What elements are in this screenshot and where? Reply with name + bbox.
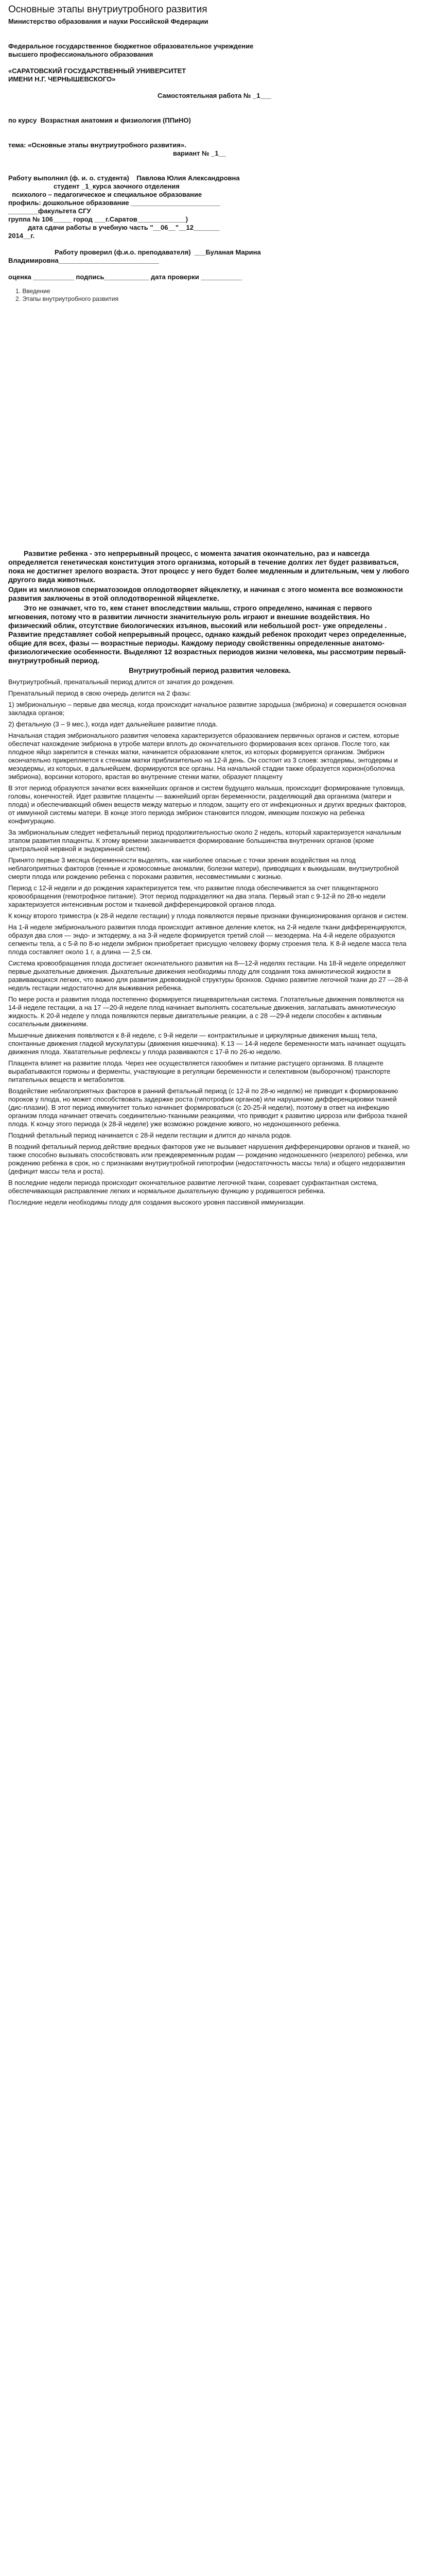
paragraph-nefetal: За эмбриональным следует нефетальный период продолжительностью около 2 недель, который характеризуется начальным этапом развития плаценты. К этому времени заканчивается формирование большинства внутренних органов (кроме центральной нервной и эндокринной систем). — [8, 828, 402, 853]
table-of-contents — [8, 287, 411, 303]
institution-line: Федеральное государственное бюджетное образовательное учреждение — [8, 42, 254, 50]
paragraph-phases: Пренатальный период в свою очередь делится на 2 фазы: — [8, 689, 191, 697]
paragraph-first-trimester: Принято первые 3 месяца беременности выделять, как наиболее опасные с точки зрения воздействия на плод неблагоприятных факторов (генные и хромосомные аномалии, болезни матери), приводящих к выкидышам, внутриутробной смерти плода или рождению ребенка с пороками развития, несовместимыми с жизнью. — [8, 856, 399, 880]
paragraph-immunization: Последние недели необходимы плоду для создания высокого уровня пассивной иммунизации. — [8, 1198, 305, 1206]
section-heading: Внутриутробный период развития человека. — [129, 666, 291, 674]
university-name-line-2: ИМЕНИ Н.Г. ЧЕРНЫШЕВСКОГО» — [8, 75, 116, 83]
education-level-line: высшего профессионального образования — [8, 50, 153, 58]
work-number: Самостоятельная работа № _1___ — [158, 92, 272, 99]
student-profile-line: профиль: дошкольное образование ________________________ — [8, 199, 220, 207]
ministry-line: Министерство образования и науки Российской Федерации — [8, 18, 208, 25]
submission-year-line: 2014__г. — [8, 232, 35, 240]
student-specialty-line: психолого – педагогическое и специальное образование — [8, 191, 202, 198]
paragraph-muscle-movements: Мышечные движения появляются к 8-й неделе, с 9-й недели — контрактильные и циркулярные движения мышц тела, спонтанные движения гладкой мускулатуры (движения кишечника). К 13 — 14-й неделе беременности мать начинает ощущать движения плода. Хватательные рефлексы у плода развиваются с 17-й по 26-ю неделю. — [8, 1031, 406, 1056]
toc-item-stages[interactable]: 2. Этапы внутриутробного развития — [15, 295, 118, 302]
paragraph-early-fetal-risks: Воздействие неблагоприятных факторов в ранний фетальный период (с 12-й по 28-ю неделю) не приводит к формированию пороков у плода, но может способствовать задержке роста (гипотрофии органов) или нарушению дифференцировки тканей (дис-плазии). В этот период иммунитет только начинает формироваться (с 20-25-й недели), поэтому в ответ на инфекцию организм плода начинает отвечать соединительно-тканными реакциями, что приводит к развитию цирроза или фиброза тканей плода. К концу этого периода (к 28-й неделе) уже возможно рождение живого, но недоношенного ребенка. — [8, 1087, 408, 1128]
toc-item-introduction[interactable]: 1. Введение — [15, 287, 50, 295]
paragraph-late-fetal-risks: В поздний фетальный период действие вредных факторов уже не вызывает нарушения дифференцировки органов и тканей, но также способно вызывать способствовать или преждевременным родам — рождению недоношенного (незрелого) ребенка, или рождению ребенка в срок, но с признаками внутриутробной гипотрофии (недостаточность массы тела) и общего недоразвития (дефицит массы тела и роста). — [8, 1143, 410, 1175]
paragraph-initial-stage: Начальная стадия эмбрионального развития человека характеризуется образованием первичных органов и систем, которые обеспечат нахождение эмбриона в утробе матери вплоть до окончательного формирования всех органов. После того, как плодное яйцо закрепится в стенках матки, начинается образование клеток, из которых формируется организм. Эмбрион окончательно прикрепляется к стенкам матки приблизительно на 12-й день. Он состоит из 3 слоев: эктодермы, энтодермы и мезодермы, из которых, в дальнейшем, формируются все органы. На начальной стадии также образуется хорион(оболочка эмбриона), ворсинки которого, врастая во внутренние стенки матки, образуют плаценту — [8, 732, 399, 781]
paragraph-second-trimester: К концу второго триместра (к 28-й неделе гестации) у плода появляются первые признаки функционирования органов и систем. — [8, 912, 408, 920]
course-line: по курсу Возрастная анатомия и физиология (ППиНО) — [8, 116, 191, 124]
paragraph-fetal: 2) фетальную (3 – 9 мес.), когда идет дальнейшее развитие плода. — [8, 720, 218, 728]
paragraph-week-12: Период с 12-й недели и до рождения характеризуется тем, что развитие плода обеспечивается за счет плацентарного кровообращения (гемотрофное питание). Этот период подразделяют на два этапа. Первый этап с 9-12-й по 28-ю недели характеризуется интенсивным ростом и тканевой дифференцировкой органов плода. — [8, 884, 386, 908]
paragraph-placenta: Плацента влияет на развитие плода. Через нее осуществляется газообмен и питание растущего организма. В плаценте вырабатываются гормоны и ферменты, участвующие в регуляции беременности и селективном (выборочном) транспорте питательных веществ и метаболитов. — [8, 1059, 391, 1083]
document-page — [0, 0, 420, 1230]
paragraph-embryonic: 1) эмбриональную – первые два месяца, когда происходит начальное развитие зародыша (эмбриона) и совершается основная закладка органов; — [8, 701, 407, 717]
submission-date-line: дата сдачи работы в учебную часть "__06__"__12_______ — [28, 224, 220, 231]
intro-paragraph-1: Развитие ребенка - это непрерывный процесс, с момента зачатия окончательно, раз и навсегда определяется генетическая конституция этого организма, который в течение долгих лет будет развиваться, пока не достигнет зрелого возраста. Этот процесс у него будет более медленным и длительным, чем у любого другого вида животных. — [8, 549, 409, 584]
student-faculty-line: ________факультета СГУ — [8, 207, 91, 215]
paragraph-circulation: Система кровообращения плода достигает окончательного развития на 8—12-й неделях гестации. На 18-й неделе определяют первые дыхательные движения. Дыхательные движения необходимы плоду для создания тока амниотической жидкости в развивающихся легких, что важно для развития древовидной структуры бронхов. Однако развитие легочной ткани до 27 —28-й недель гестации недостаточно для выживания ребенка. — [8, 959, 408, 992]
topic-line: тема: «Основные этапы внутриутробного развития». — [8, 141, 186, 149]
student-name-line: Работу выполнил (ф. и. о. студента) Павлова Юлия Александровна — [8, 174, 240, 182]
paragraph-digestive: По мере роста и развития плода постепенно формируется пищеварительная система. Глотательные движения появляются на 14-й неделе гестации, а на 17 —20-й неделе плод начинает выполнять сосательные движения, заглатывать амниотическую жидкость. К 20-й неделе у плода появляются первые двигательные реакции, а с 28 —29-й недели способен к активным сосательным движениям. — [8, 995, 404, 1028]
paragraph-lung-maturation: В последние недели периода происходит окончательное развитие легочной ткани, созревает сурфактантная система, обеспечивающая расправление легких и нормальное дыхательную функцию у родившегося ребенка. — [8, 1179, 378, 1195]
paragraph-duration: Внутриутробный, пренатальный период длится от зачатия до рождения. — [8, 678, 235, 686]
grade-line: оценка ___________ подпись____________ дата проверки ___________ — [8, 273, 242, 281]
checker-line: Работу проверил (ф.и.о. преподавателя) ___Буланая Марина Владимировна___________________________ — [8, 248, 267, 264]
paragraph-organ-rudiments: В этот период образуются зачатки всех важнейших органов и систем будущего малыша, происходит формирование туловища, головы, конечностей. Идет развитие плаценты — важнейший орган беременности, разделяющий два организма (матери и плода) и обеспечивающий обмен веществ между матерью и плодом, защиту его от инфекционных и других вредных факторов, от иммунной системы матери. В конце этого периода эмбрион становится плодом, имеющим похожую на ребенка конфигурацию. — [8, 784, 407, 825]
intro-paragraph-2: Один из миллионов сперматозоидов оплодотворяет яйцеклетку, и начиная с этого момента все возможности развития заключены в этой оплодотворенной яйцеклетке. — [8, 585, 403, 602]
intro-paragraph-3: Это не означает, что то, кем станет впоследствии малыш, строго определено, начиная с первого мгновения, потому что в развитии личности значительную роль играют и внешние воздействия. Но физический облик, отсутствие биологических изъянов, высокий или небольшой рост- уже определены . Развитие представляет собой непрерывный процесс, однако каждый ребенок проходит через определенные, общие для всех, фазы — возрастные периоды. Каждому периоду свойственны определенные анатомо-физиологические особенности. Выделяют 12 возрастных периодов жизни человека, мы рассмотрим первый- внутриутробный период. — [8, 604, 407, 665]
paragraph-weekly-development: На 1-й неделе эмбрионального развития плода происходит активное деление клеток, на 2-й неделе ткани дифференцируются, образуя два слоя — эндо- и эктодерму, а на 3-й неделе формируется третий слой — мезодерма. На 4-й неделе образуются сегменты тела, а с 5-й по 8-ю недели эмбрион приобретает присущую человеку форму строения тела. К 8-й неделе масса тела плода составляет около 1 г, а длина — 2,5 см. — [8, 923, 407, 956]
variant-line: вариант № _1__ — [173, 149, 226, 157]
page-title: Основные этапы внутриутробного развития — [8, 4, 207, 15]
paragraph-late-fetal: Поздний фетальный период начинается с 28-й недели гестации и длится до начала родов. — [8, 1131, 292, 1139]
student-course-line: студент _1_курса заочного отделения — [54, 182, 180, 190]
student-group-line: группа № 106_____ город ___г.Саратов_____________) — [8, 215, 188, 223]
university-name-line-1: «САРАТОВСКИЙ ГОСУДАРСТВЕННЫЙ УНИВЕРСИТЕТ — [8, 67, 186, 75]
